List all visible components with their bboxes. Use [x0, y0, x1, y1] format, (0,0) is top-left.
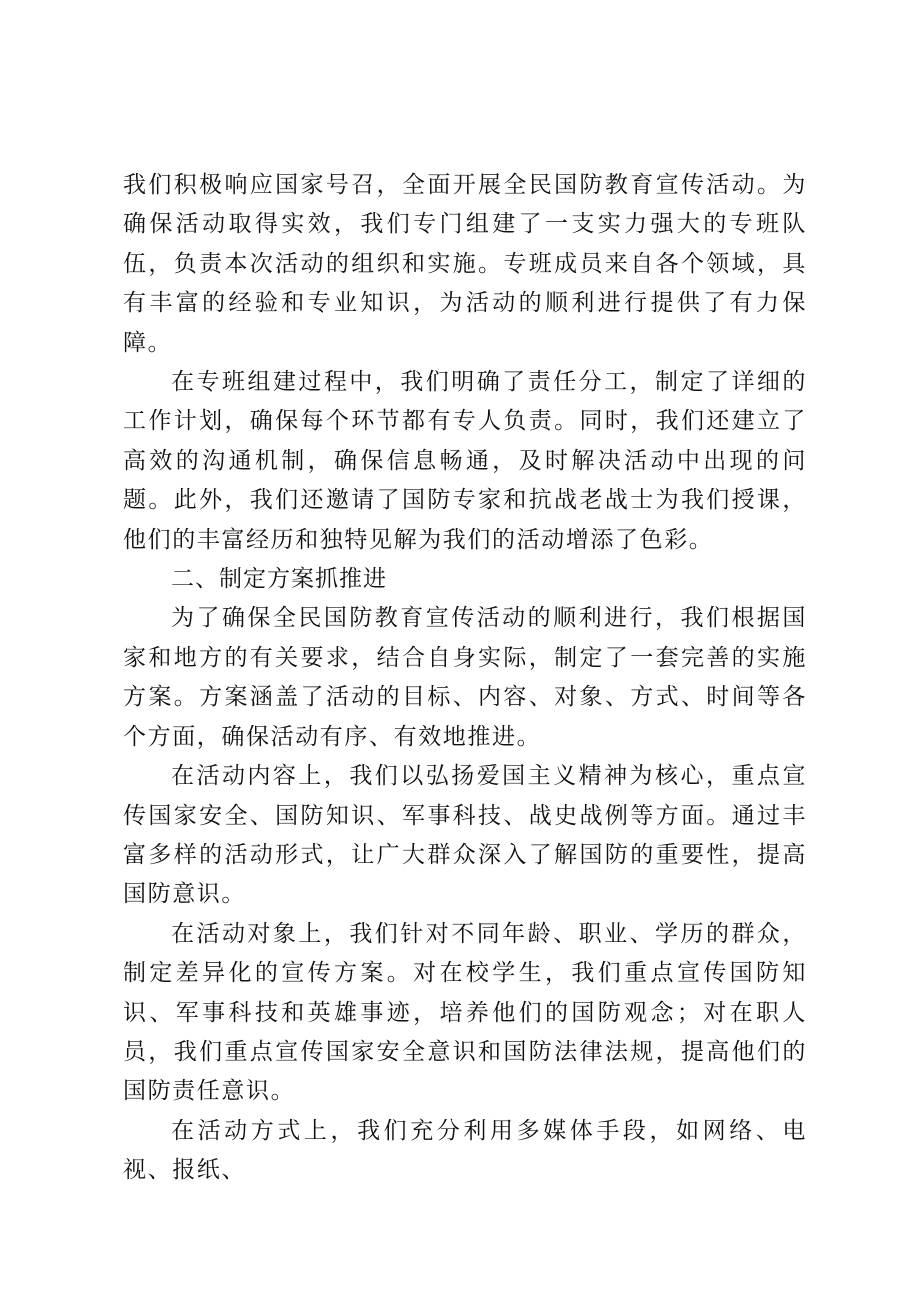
paragraph-activity-method: 在活动方式上，我们充分利用多媒体手段，如网络、电视、报纸、 [123, 1117, 807, 1184]
paragraph-specialist-team: 我们积极响应国家号召，全面开展全民国防教育宣传活动。为确保活动取得实效，我们专门组建了一支实力强大的专班队伍，负责本次活动的组织和实施。专班成员来自各个领域，具有丰富的经验和专业知识，为活动的顺利进行提供了有力保障。 [123, 172, 807, 356]
document-page [123, 166, 807, 1191]
paragraph-activity-content: 在活动内容上，我们以弘扬爱国主义精神为核心，重点宣传国家安全、国防知识、军事科技、战史战例等方面。通过丰富多样的活动形式，让广大群众深入了解国防的重要性，提高国防意识。 [123, 763, 807, 908]
section-heading-plan: 二、制定方案抓推进 [171, 566, 387, 593]
paragraph-activity-audience: 在活动对象上，我们针对不同年龄、职业、学历的群众，制定差异化的宣传方案。对在校学生，我们重点宣传国防知识、军事科技和英雄事迹，培养他们的国防观念；对在职人员，我们重点宣传国家安全意识和国防法律法规，提高他们的国防责任意识。 [123, 920, 807, 1105]
paragraph-team-building: 在专班组建过程中，我们明确了责任分工，制定了详细的工作计划，确保每个环节都有专人负责。同时，我们还建立了高效的沟通机制，确保信息畅通，及时解决活动中出现的问题。此外，我们还邀请了国防专家和抗战老战士为我们授课，他们的丰富经历和独特见解为我们的活动增添了色彩。 [123, 369, 807, 553]
paragraph-implementation-plan: 为了确保全民国防教育宣传活动的顺利进行，我们根据国家和地方的有关要求，结合自身实际，制定了一套完善的实施方案。方案涵盖了活动的目标、内容、对象、方式、时间等各个方面，确保活动有序、有效地推进。 [123, 605, 807, 750]
